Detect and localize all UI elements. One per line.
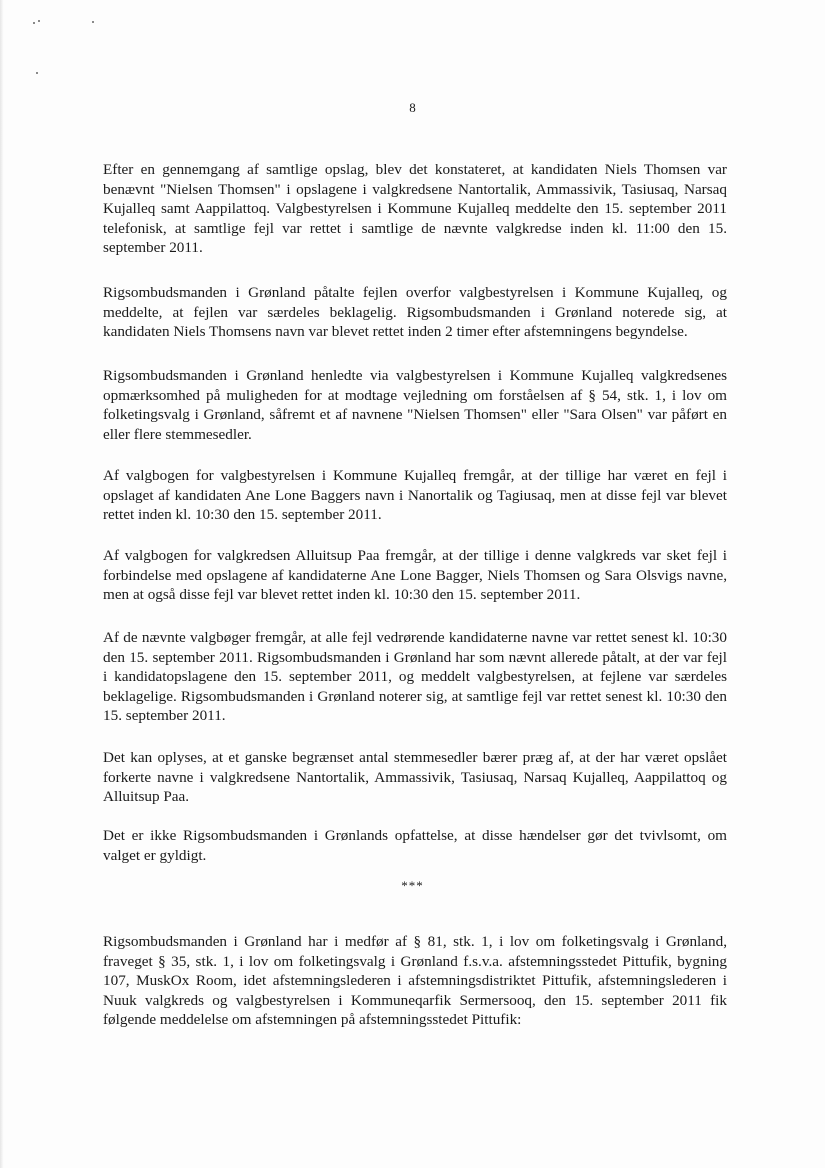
scan-edge: [0, 0, 4, 1168]
paragraph-6: Af de nævnte valgbøger fremgår, at alle fejl vedrørende kandidaterne navne var rettet senest kl. 10:30 den 15. september 2011. Rigsombudsmanden i Grønland har som nævnt allerede påtalt, at der var fejl i kandidatopslagene den 15. september 2011, og meddelt valgbestyrelsen, at fejlene var særdeles beklagelige. Rigsombudsmanden i Grønland noterer sig, at samtlige fejl var rettet senest kl. 10:30 den 15. september 2011.: [103, 629, 727, 725]
paragraph-4: Af valgbogen for valgbestyrelsen i Kommune Kujalleq fremgår, at der tillige har været en fejl i opslaget af kandidaten Ane Lone Baggers navn i Nanortalik og Tagiusaq, men at disse fejl var blevet rettet inden kl. 10:30 den 15. september 2011.: [103, 467, 727, 524]
paragraph-2: Rigsombudsmanden i Grønland påtalte fejlen overfor valgbestyrelsen i Kommune Kujalleq, og meddelte, at fejlen var særdeles beklagelig. Rigsombudsmanden i Grønland noterede sig, at kandidaten Niels Thomsens navn var blevet rettet inden 2 timer efter afstemningens begyndelse.: [103, 284, 727, 341]
paragraph-8: Det er ikke Rigsombudsmanden i Grønlands opfattelse, at disse hændelser gør det tvivlsomt, om valget er gyldigt.: [103, 827, 727, 864]
paragraph-3: Rigsombudsmanden i Grønland henledte via valgbestyrelsen i Kommune Kujalleq valgkredsenes opmærksomhed på muligheden for at modtage vejledning om forståelsen af § 54, stk. 1, i lov om folketingsvalg i Grønland, såfremt et af navnene "Nielsen Thomsen" eller "Sara Olsen" var påført en eller flere stemmesedler.: [103, 367, 727, 443]
paragraph-5: Af valgbogen for valgkredsen Alluitsup Paa fremgår, at der tillige i denne valgkreds var sket fejl i forbindelse med opslagene af kandidaterne Ane Lone Bagger, Niels Thomsen og Sara Olsvigs navne, men at også disse fejl var blevet rettet inden kl. 10:30 den 15. september 2011.: [103, 547, 727, 604]
scan-speck: [38, 20, 40, 22]
scan-speck: [92, 21, 94, 23]
paragraph-9: Rigsombudsmanden i Grønland har i medfør af § 81, stk. 1, i lov om folketingsvalg i Grønland, fraveget § 35, stk. 1, i lov om folketingsvalg i Grønland f.s.v.a. afstemningsstedet Pittufik, bygning 107, MuskOx Room, idet afstemningslederen i afstemningsdistriktet Pittufik, afstemningslederen i Nuuk valgkreds og valgbestyrelsen i Kommuneqarfik Sermersooq, den 15. september 2011 fik følgende meddelelse om afstemningen på afstemningsstedet Pittufik:: [103, 933, 727, 1029]
scan-speck: [36, 72, 38, 74]
paragraph-1: Efter en gennemgang af samtlige opslag, blev det konstateret, at kandidaten Niels Thomsen var benævnt "Nielsen Thomsen" i opslagene i valgkredsene Nantortalik, Ammassivik, Tasiusaq, Narsaq Kujalleq samt Aappilattoq. Valgbestyrelsen i Kommune Kujalleq meddelte den 15. september 2011 telefonisk, at samtlige fejl var rettet i samtlige de nævnte valgkredse inden kl. 11:00 den 15. september 2011.: [103, 161, 727, 257]
section-separator: ***: [401, 878, 424, 893]
scan-speck: [33, 22, 35, 24]
page-number: 8: [409, 100, 416, 115]
paragraph-7: Det kan oplyses, at et ganske begrænset antal stemmesedler bærer præg af, at der har været opslået forkerte navne i valgkredsene Nantortalik, Ammassivik, Tasiusaq, Narsaq Kujalleq, Aappilattoq og Alluitsup Paa.: [103, 749, 727, 806]
